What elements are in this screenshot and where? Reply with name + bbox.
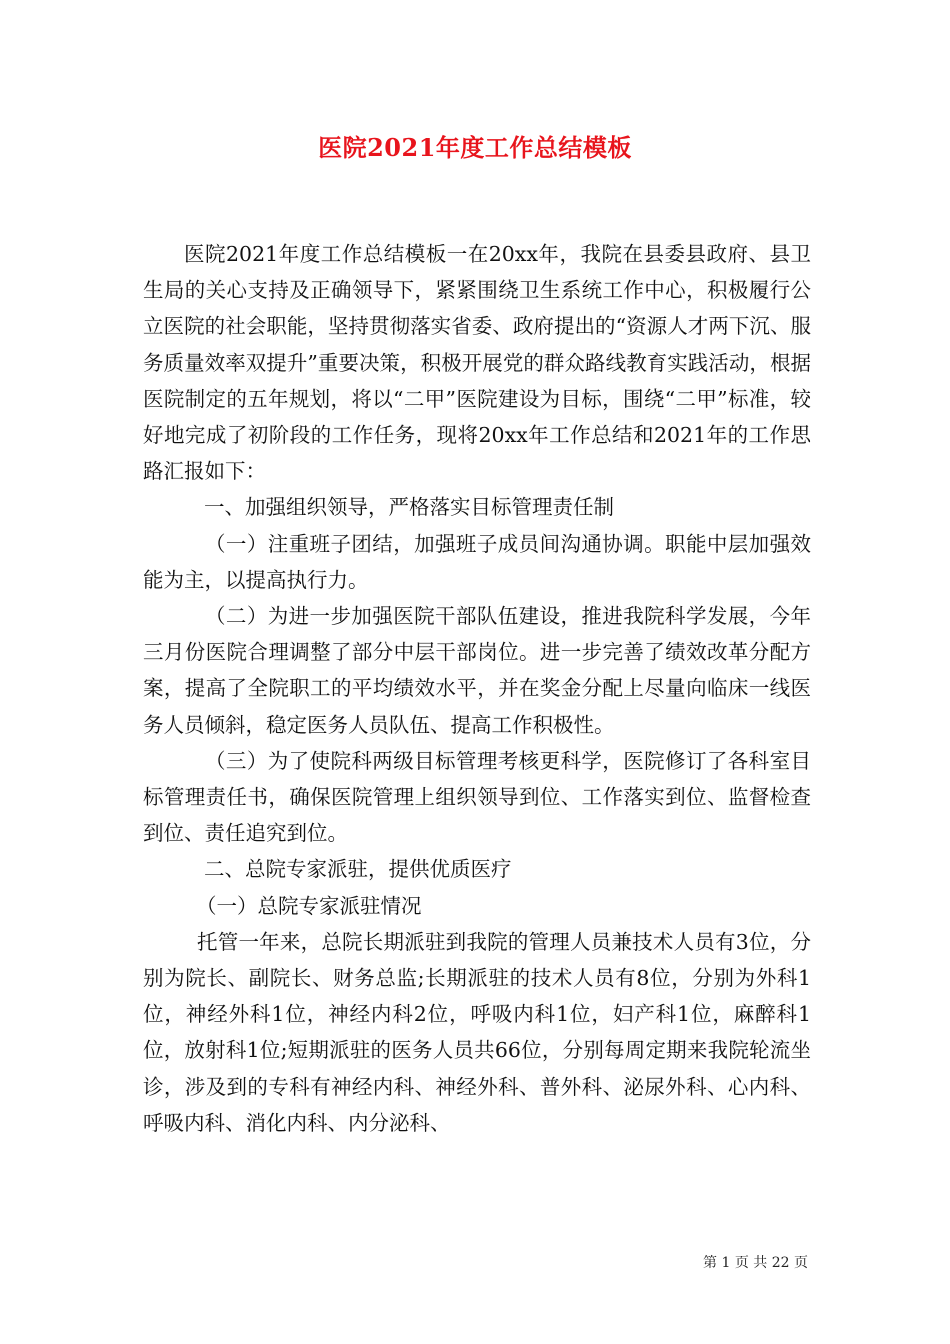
subsection-heading-2-1: （一）总院专家派驻情况 [196,893,422,918]
body-paragraph: 托管一年来，总院长期派驻到我院的管理人员兼技术人员有3位，分别为院长、副院长、财务总监;长期派驻的技术人员有8位，分别为外科1位，神经外科1位，神经内科2位，呼吸内科1位，妇产科1位，麻醉科1位，放射科1位;短期派驻的医务人员共66位，分别每周定期来我院轮流坐诊，涉及到的专科有神经内科、神经外科、普外科、泌尿外科、心内科、呼吸内科、消化内科、内分泌科、 [143,929,811,1135]
document-title: 医院2021年度工作总结模板 [318,133,632,162]
page-footer: 第 1 页 共 22 页 [703,1255,808,1271]
document-body [143,236,811,1141]
subsection-paragraph-1: （一）注重班子团结，加强班子成员间沟通协调。职能中层加强效能为主，以提高执行力。 [143,531,811,592]
subsection-paragraph-2: （二）为进一步加强医院干部队伍建设，推进我院科学发展，今年三月份医院合理调整了部分中层干部岗位。进一步完善了绩效改革分配方案，提高了全院职工的平均绩效水平，并在奖金分配上尽量向临床一线医务人员倾斜，稳定医务人员队伍、提高工作积极性。 [143,604,811,737]
intro-paragraph: 医院2021年度工作总结模板一在20xx年，我院在县委县政府、县卫生局的关心支持及正确领导下，紧紧围绕卫生系统工作中心，积极履行公立医院的社会职能，坚持贯彻落实省委、政府提出的“资源人才两下沉、服务质量效率双提升”重要决策，积极开展党的群众路线教育实践活动，根据医院制定的五年规划，将以“二甲”医院建设为目标，围绕“二甲”标准，较好地完成了初阶段的工作任务，现将20xx年工作总结和2021年的工作思路汇报如下： [143,242,811,484]
section-heading-1: 一、加强组织领导，严格落实目标管理责任制 [204,495,614,520]
section-heading-2: 二、总院专家派驻，提供优质医疗 [204,857,512,882]
subsection-paragraph-3: （三）为了使院科两级目标管理考核更科学，医院修订了各科室目标管理责任书，确保医院管理上组织领导到位、工作落实到位、监督检查到位、责任追究到位。 [143,748,811,846]
